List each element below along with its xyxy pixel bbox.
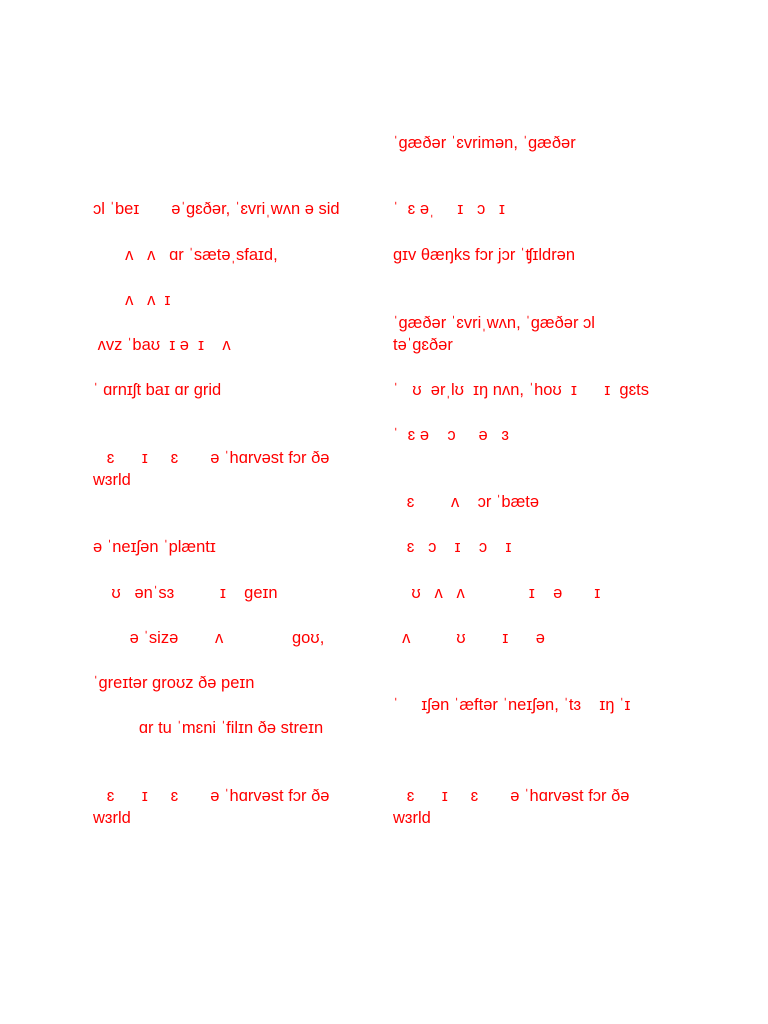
- right-line-5: ˈ ʊ ərˌlʊ ɪŋ nʌn, ˈhoʊ ɪ ɪ gɛts: [393, 381, 649, 399]
- left-line-5: ˈ ɑrnɪʃt baɪ ɑr grid: [93, 381, 222, 399]
- right-line-12b: wɜrld: [393, 809, 431, 827]
- right-line-7: ɛ ʌ ɔr ˈbætə: [393, 493, 540, 511]
- right-line-8: ɛ ɔ ɪ ɔ ɪ: [393, 538, 512, 556]
- left-line-10: ˈgreɪtər groʊz ðə peɪn: [93, 674, 255, 692]
- right-line-12a: ɛ ɪ ɛ ə ˈhɑrvəst fɔr ðə: [393, 787, 630, 805]
- left-line-7: ə ˈneɪʃən ˈplæntɪ: [93, 538, 216, 556]
- left-line-12b: wɜrld: [93, 809, 131, 827]
- left-line-2: ʌ ʌ ɑr ˈsætəˌsfaɪd,: [93, 246, 278, 264]
- left-line-8: ʊ ənˈsɜ ɪ geɪn: [93, 584, 278, 602]
- left-line-9: ə ˈsizə ʌ goʊ,: [93, 629, 325, 647]
- left-line-6b: wɜrld: [93, 471, 131, 489]
- right-line-9: ʊ ʌ ʌ ɪ ə ɪ: [393, 584, 601, 602]
- left-line-12a: ɛ ɪ ɛ ə ˈhɑrvəst fɔr ðə: [93, 787, 330, 805]
- left-line-6a: ɛ ɪ ɛ ə ˈhɑrvəst fɔr ðə: [93, 449, 330, 467]
- left-line-11: ɑr tu ˈmɛni ˈfilɪn ðə streɪn: [93, 719, 324, 737]
- left-line-4: ʌvz ˈbaʊ ɪ ə ɪ ʌ: [93, 336, 231, 354]
- right-line-1: ˈgæðər ˈɛvrimən, ˈgæðər: [393, 134, 576, 152]
- left-line-3: ʌ ʌ ɪ: [93, 291, 171, 309]
- left-line-1: ɔl ˈbeɪ əˈgɛðər, ˈɛvriˌwʌn ə sid: [93, 200, 340, 218]
- right-line-4b: təˈgɛðər: [393, 336, 453, 354]
- right-line-2: ˈ ɛ əˌ ɪ ɔ ɪ: [393, 200, 505, 218]
- right-line-10: ʌ ʊ ɪ ə: [393, 629, 545, 647]
- right-line-11: ˈ ɪʃən ˈæftər ˈneɪʃən, ˈtɜ ɪŋ ˈɪ: [393, 696, 631, 714]
- right-line-6: ˈ ɛ ə ɔ ə ɜ: [393, 426, 509, 444]
- right-line-4a: ˈgæðər ˈɛvriˌwʌn, ˈgæðər ɔl: [393, 314, 595, 332]
- right-line-3: gɪv θæŋks fɔr jɔr ˈʧɪldrən: [393, 246, 576, 264]
